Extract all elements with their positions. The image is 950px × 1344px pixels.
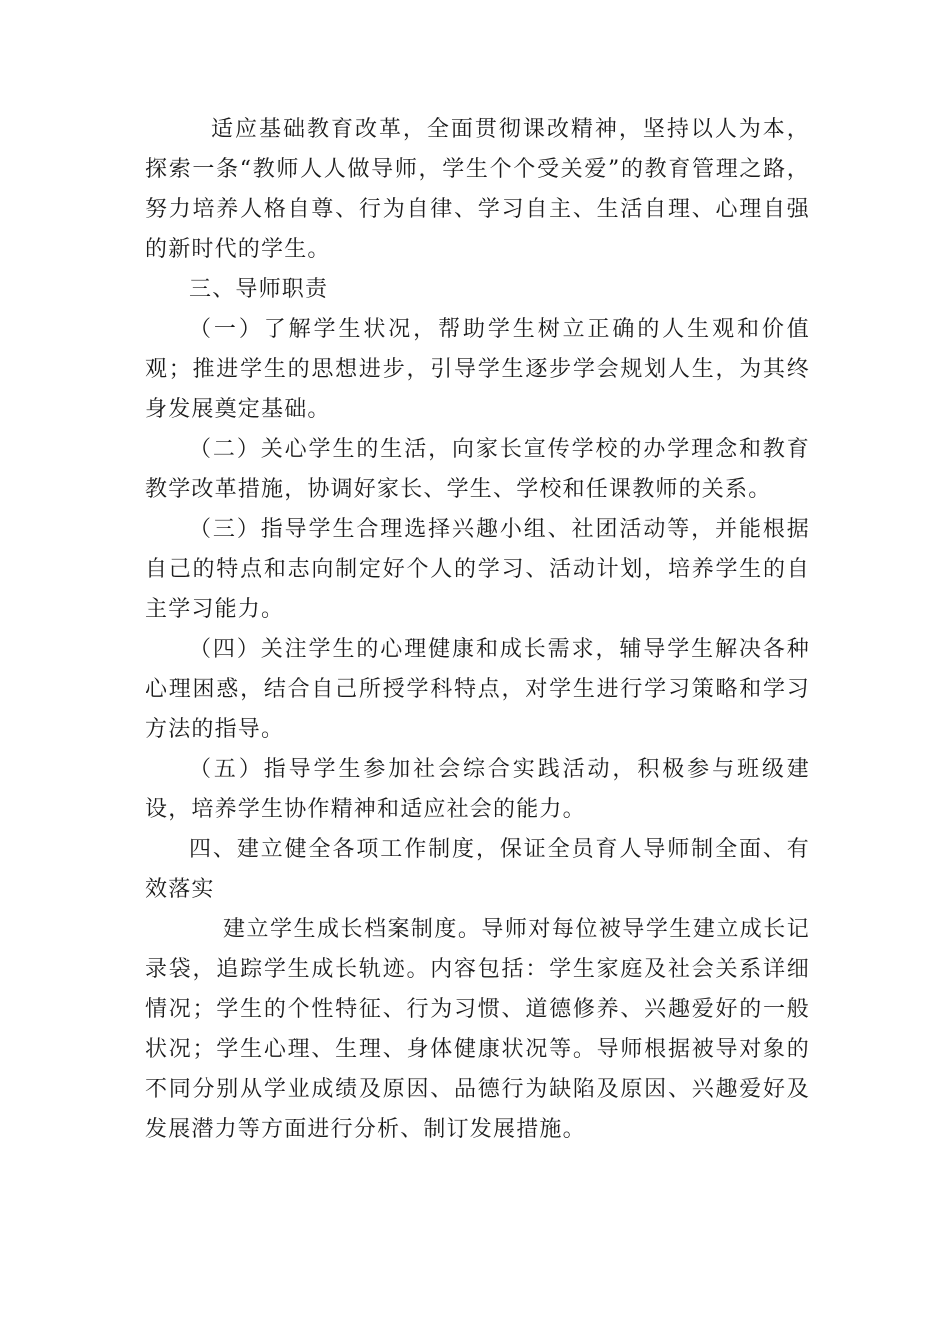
paragraph-duty-1: （一）了解学生状况，帮助学生树立正确的人生观和价值观；推进学生的思想进步，引导学生逐步学会规划人生，为其终身发展奠定基础。 (145, 317, 810, 422)
section-heading-mentor-duties: 三、导师职责 (189, 277, 329, 302)
document-body (145, 110, 810, 1150)
section-heading-work-systems: 四、建立健全各项工作制度，保证全员育人导师制全面、有效落实 (145, 837, 810, 902)
paragraph-intro: 适应基础教育改革，全面贯彻课改精神，坚持以人为本，探索一条“教师人人做导师，学生个个受关爱”的教育管理之路，努力培养人格自尊、行为自律、学习自主、生活自理、心理自强的新时代的学生。 (145, 117, 810, 262)
paragraph-duty-5: （五）指导学生参加社会综合实践活动，积极参与班级建设，培养学生协作精神和适应社会的能力。 (145, 757, 810, 822)
paragraph-duty-2: （二）关心学生的生活，向家长宣传学校的办学理念和教育教学改革措施，协调好家长、学生、学校和任课教师的关系。 (145, 437, 810, 502)
paragraph-growth-archive: 建立学生成长档案制度。导师对每位被导学生建立成长记录袋，追踪学生成长轨迹。内容包括：学生家庭及社会关系详细情况；学生的个性特征、行为习惯、道德修养、兴趣爱好的一般状况；学生心理、生理、身体健康状况等。导师根据被导对象的不同分别从学业成绩及原因、品德行为缺陷及原因、兴趣爱好及发展潜力等方面进行分析、制订发展措施。 (145, 917, 810, 1142)
paragraph-duty-3: （三）指导学生合理选择兴趣小组、社团活动等，并能根据自己的特点和志向制定好个人的学习、活动计划，培养学生的自主学习能力。 (145, 517, 810, 622)
paragraph-duty-4: （四）关注学生的心理健康和成长需求，辅导学生解决各种心理困惑，结合自己所授学科特点，对学生进行学习策略和学习方法的指导。 (145, 637, 810, 742)
